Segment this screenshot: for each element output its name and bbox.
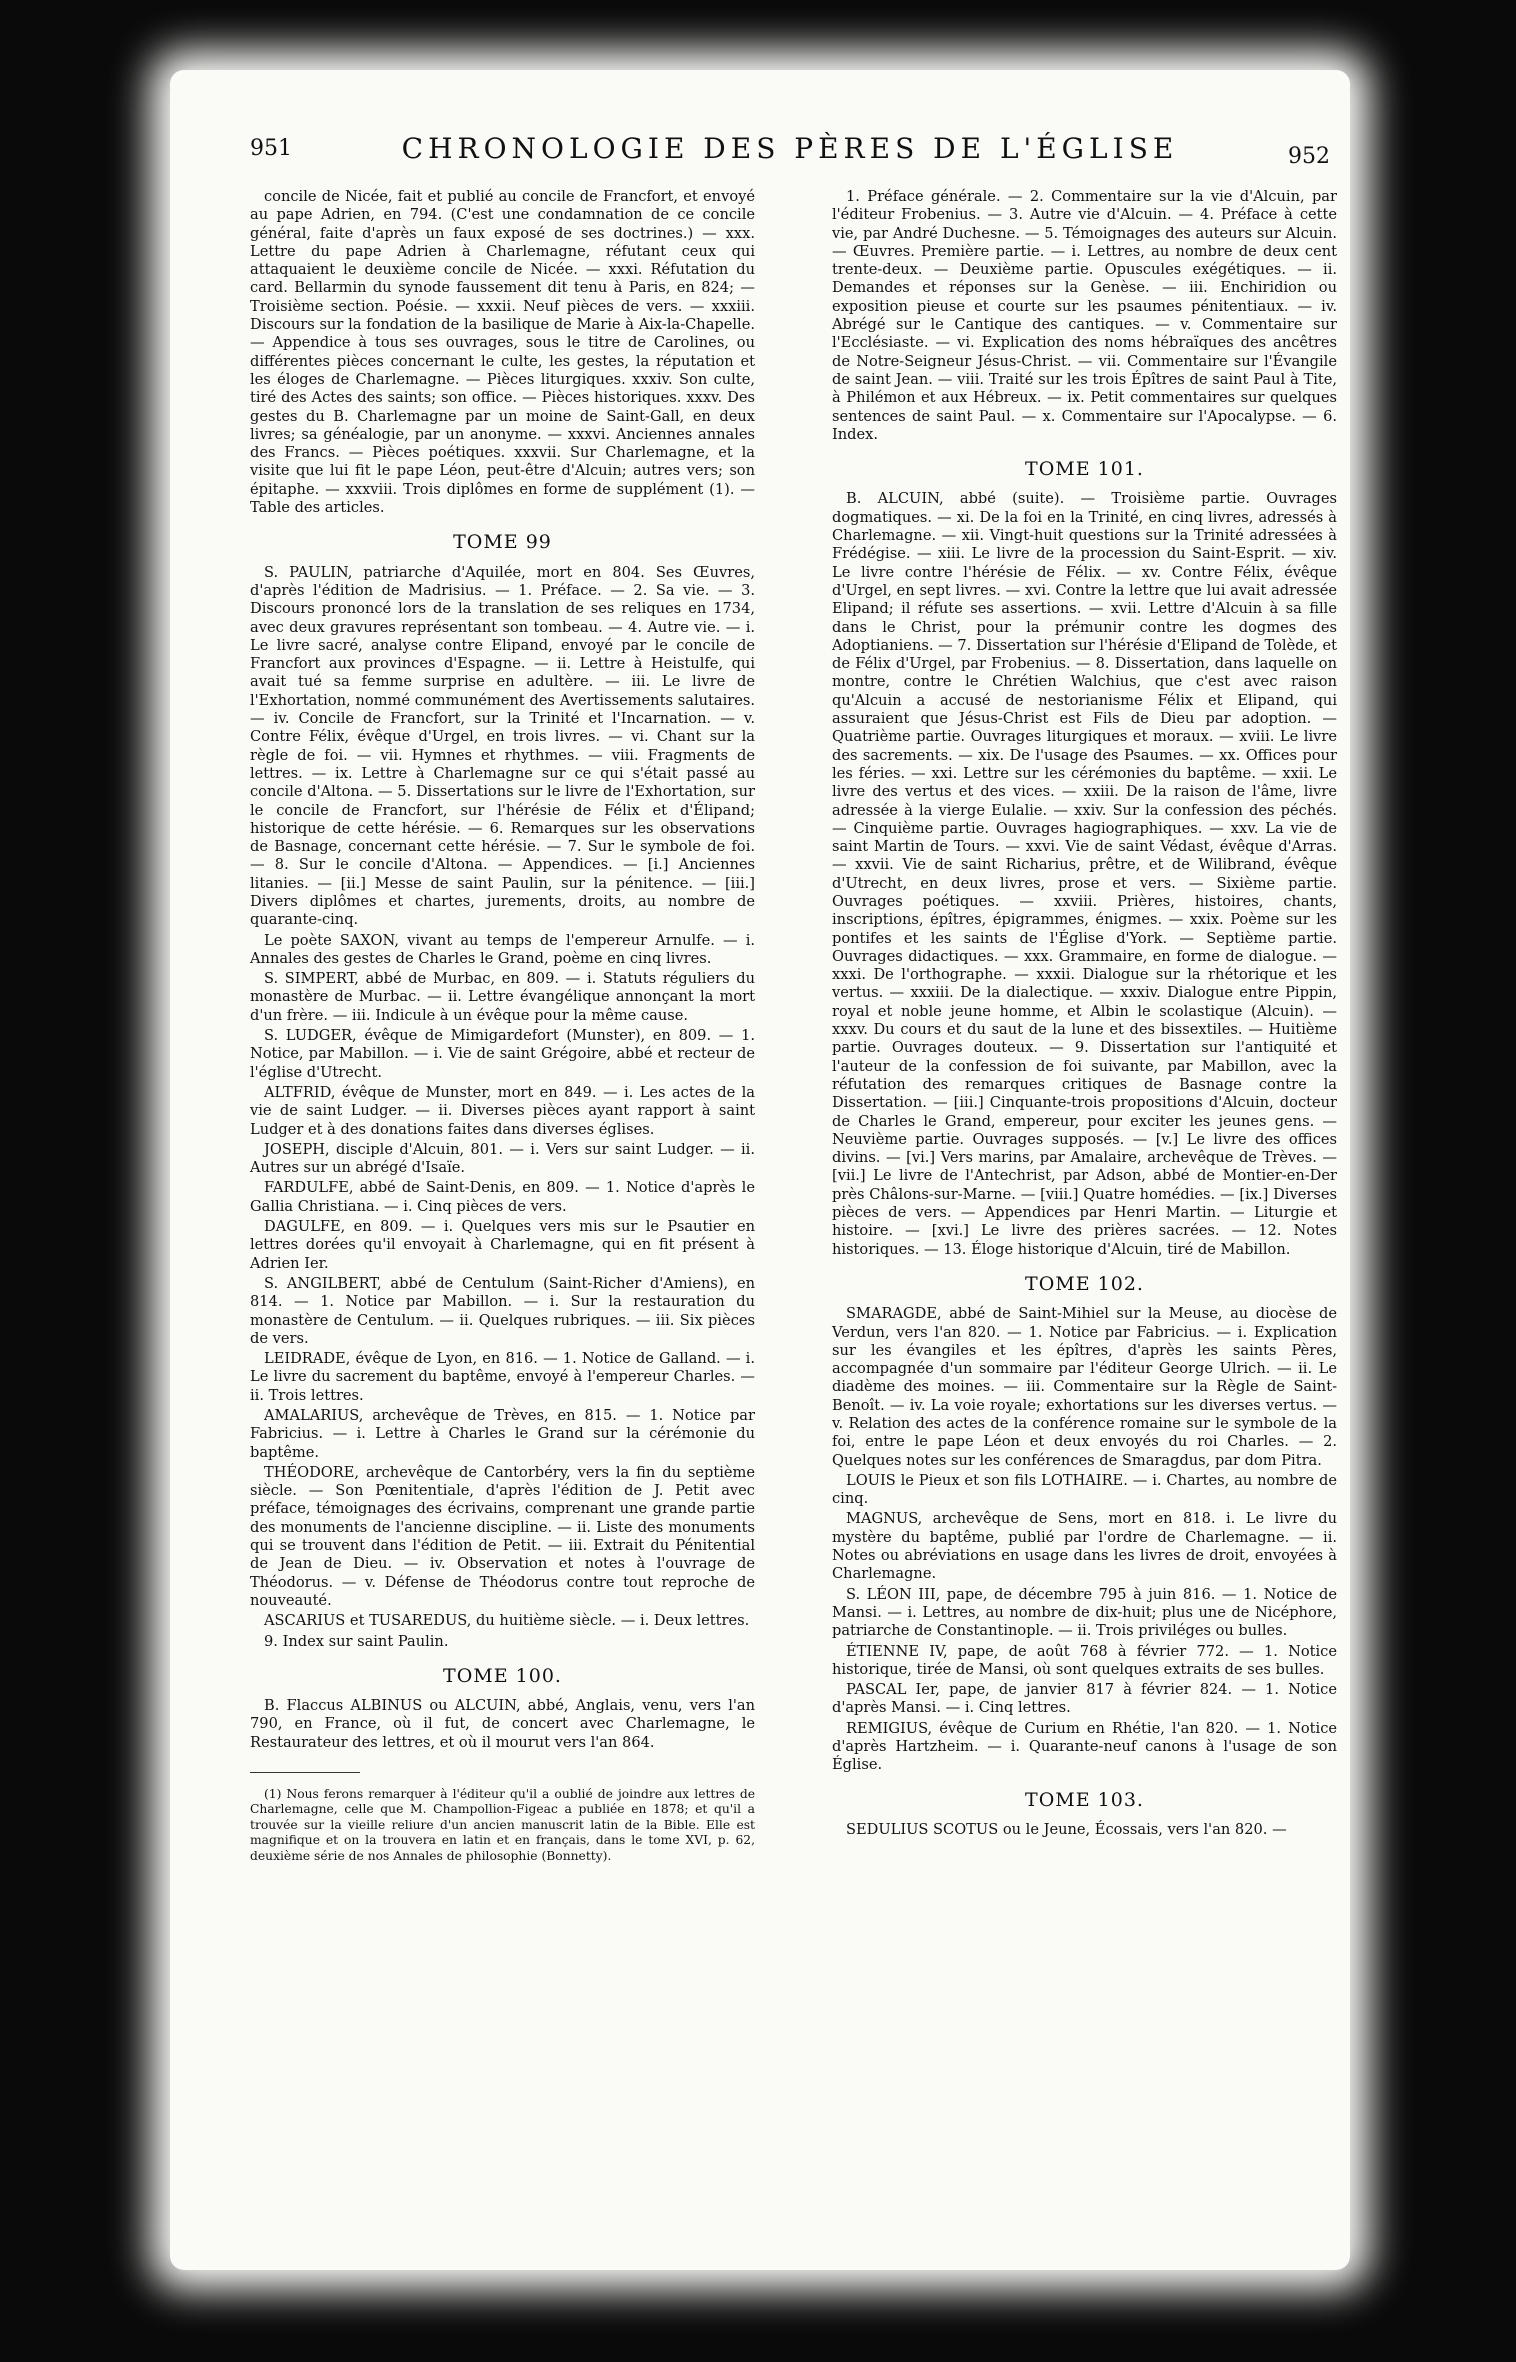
footnote-rule <box>250 1772 360 1773</box>
right-column <box>832 188 1337 1841</box>
entry: 9. Index sur saint Paulin. <box>264 1632 449 1650</box>
paragraph: concile de Nicée, fait et publié au concile de Francfort, et envoyé au pape Adrien, en 794. (C'est une condamnation de ce concile général, faite d'après un faux exposé de ses doctrines.) — xxx. Lettre du pape Adrien à Charlemagne, réfutant ceux qui attaquaient le deuxième concile de Nicée. — xxxi. Réfutation du card. Bellarmin du synode faussement dit tenu à Paris, en 824; — Troisième section. Poésie. — xxxii. Neuf pièces de vers. — xxxiii. Discours sur la fondation de la basilique de Marie à Aix-la-Chapelle. — Appendice à tous ses ouvrages, sous le titre de Carolines, ou différentes pièces concernant le culte, les gestes, la réputation et les éloges de Charlemagne. — Pièces liturgiques. xxxiv. Son culte, tiré des Actes des saints; son office. — Pièces historiques. xxxv. Des gestes du B. Charlemagne par un moine de Saint-Gall, en deux livres; sa généalogie, par un anonyme. — xxxvi. Anciennes annales des Francs. — Pièces poétiques. xxxvii. Sur Charlemagne, et la visite que lui fit le pape Léon, peut-être d'Alcuin; autres vers; son épitaphe. — xxxviii. Trois diplômes en forme de supplément (1). — Table des articles. <box>250 188 755 517</box>
entry: S. SIMPERT, abbé de Murbac, en 809. — i. Statuts réguliers du monastère de Murbac. — ii. Lettre évangélique annonçant la mort d'un frère. — iii. Indicule à un évêque pour la même cause. <box>250 970 755 1024</box>
tome-heading: TOME 99 <box>453 531 552 554</box>
entry: ASCARIUS et TUSAREDUS, du huitième siècle. — i. Deux lettres. <box>264 1612 750 1630</box>
entry: MAGNUS, archevêque de Sens, mort en 818. i. Le livre du mystère du baptême, publié par l'ordre de Charlemagne. — ii. Notes ou abréviations en usage dans les livres de droit, envoyées à Charlemagne. <box>832 1510 1337 1583</box>
entry: LEIDRADE, évêque de Lyon, en 816. — 1. Notice de Galland. — i. Le livre du sacrement du baptême, envoyé à l'empereur Charles. — ii. Trois lettres. <box>250 1350 755 1404</box>
entry: LOUIS le Pieux et son fils LOTHAIRE. — i. Chartes, au nombre de cinq. <box>832 1471 1337 1508</box>
entry: PASCAL Ier, pape, de janvier 817 à février 824. — 1. Notice d'après Mansi. — i. Cinq lettres. <box>832 1681 1337 1717</box>
entry: SEDULIUS SCOTUS ou le Jeune, Écossais, vers l'an 820. — <box>846 1820 1287 1838</box>
entry: ALTFRID, évêque de Munster, mort en 849. — i. Les actes de la vie de saint Ludger. — ii. Diverses pièces ayant rapport à saint Ludger et à des donations faites dans diverses églises. <box>250 1083 755 1138</box>
entry: B. Flaccus ALBINUS ou ALCUIN, abbé, Anglais, venu, vers l'an 790, en France, où il fut, de concert avec Charlemagne, le Restaurateur des lettres, et où il mourut vers l'an 864. <box>250 1697 755 1751</box>
entry: S. LÉON III, pape, de décembre 795 à juin 816. — 1. Notice de Mansi. — i. Lettres, au nombre de dix-huit; plus une de Nicéphore, patriarche de Constantinople. — ii. Trois priviléges ou bulles. <box>832 1585 1337 1640</box>
page-header <box>250 132 1330 172</box>
entry: THÉODORE, archevêque de Cantorbéry, vers la fin du septième siècle. — Son Pœnitentiale, d'après l'édition de J. Petit avec préface, témoignages des écrivains, comprenant une grande partie des monuments de l'ancienne discipline. — ii. Liste des monuments qui se trouvent dans l'édition de Petit. — iii. Extrait du Pénitential de Jean de Dieu. — iv. Observation et notes à l'ouvrage de Théodorus. — v. Défense de Théodorus contre tout reproche de nouveauté. <box>250 1463 755 1609</box>
entry: S. PAULIN, patriarche d'Aquilée, mort en 804. Ses Œuvres, d'après l'édition de Madrisius. — 1. Préface. — 2. Sa vie. — 3. Discours prononcé lors de la translation de ses reliques en 1734, avec deux gravures représentant son tombeau. — 4. Autre vie. — i. Le livre sacré, analyse contre Elipand, envoyé par le concile de Francfort aux provinces d'Espagne. — ii. Lettre à Heistulfe, qui avait tué sa femme surprise en adultère. — iii. Le livre de l'Exhortation, nommé communément des Avertissements salutaires. — iv. Concile de Francfort, sur la Trinité et l'Incarnation. — v. Contre Félix, évêque d'Urgel, en trois livres. — vi. Chant sur la règle de foi. — vii. Hymnes et rhythmes. — viii. Fragments de lettres. — ix. Lettre à Charlemagne sur ce qui s'était passé au concile d'Altona. — 5. Dissertations sur le livre de l'Exhortation, sur le concile de Francfort, sur l'hérésie de Félix et d'Élipand; historique de cette hérésie. — 6. Remarques sur les observations de Basnage, concernant cette hérésie. — 7. Sur le symbole de foi. — 8. Sur le concile d'Altona. — Appendices. — [i.] Anciennes litanies. — [ii.] Messe de saint Paulin, sur la pénitence. — [iii.] Divers diplômes et chartes, jurements, droits, au nombre de quarante-cinq. <box>250 563 755 929</box>
entry: B. ALCUIN, abbé (suite). — Troisième partie. Ouvrages dogmatiques. — xi. De la foi en la Trinité, en cinq livres, adressés à Charlemagne. — xii. Vingt-huit questions sur la Trinité adressées à Frédégise. — xiii. Le livre de la procession du Saint-Esprit. — xiv. Le livre contre l'hérésie de Félix. — xv. Contre Félix, évêque d'Urgel, en sept livres. — xvi. Contre la lettre que lui avait adressée Elipand; il réfute ses assertions. — xvii. Lettre d'Alcuin à sa fille dans le Christ, pour la prémunir contre les dogmes des Adoptianiens. — 7. Dissertation sur l'hérésie d'Elipand de Tolède, et de Félix d'Urgel, par Frobenius. — 8. Dissertation, dans laquelle on montre, contre le Chrétien Walchius, que c'est avec raison qu'Alcuin a accusé de nestorianisme Félix et Elipand, qui assuraient que Jésus-Christ est Fils de Dieu par adoption. — Quatrième partie. Ouvrages liturgiques et moraux. — xviii. Le livre des sacrements. — xix. De l'usage des Psaumes. — xx. Offices pour les féries. — xxi. Lettre sur les cérémonies du baptême. — xxii. Le livre des vertus et des vices. — xxiii. De la raison de l'âme, livre adressée à la vierge Eulalie. — xxiv. Sur la confession des péchés. — Cinquième partie. Ouvrages hagiographiques. — xxv. La vie de saint Martin de Tours. — xxvi. Vie de saint Védast, évêque d'Arras. — xxvii. Vie de saint Richarius, prêtre, et de Wilibrand, évêque d'Utrecht, en deux livres, prose et vers. — Sixième partie. Ouvrages poétiques. — xxviii. Prières, histoires, chants, inscriptions, épîtres, épigrammes, énigmes. — xxix. Poème sur les pontifes et les saints de l'Église d'York. — Septième partie. Ouvrages didactiques. — xxx. Grammaire, en forme de dialogue. — xxxi. De l'orthographe. — xxxii. Dialogue sur la rhétorique et les vertus. — xxxiii. De la dialectique. — xxxiv. Dialogue entre Pippin, royal et noble jeune homme, et Albin le scolastique (Alcuin). — xxxv. Du cours et du saut de la lune et des bissextiles. — Huitième partie. Ouvrages douteux. — 9. Dissertation sur l'antiquité et l'auteur de la confession de foi suivante, par Mabillon, avec la réfutation des remarques critiques de Basnage contre la Dissertation. — [iii.] Cinquante-trois propositions d'Alcuin, docteur de Charles le Grand, empereur, pour exciter les jeunes gens. — Neuvième partie. Ouvrages supposés. — [v.] Le livre des offices divins. — [vi.] Vers marins, par Amalaire, archevêque de Trèves. — [vii.] Le livre de l'Antechrist, par Adson, abbé de Montier-en-Der près Châlons-sur-Marne. — [viii.] Quatre homédies. — [ix.] Diverses pièces de vers. — Appendices par Henri Martin. — Liturgie et histoire. — [xvi.] Le livre des prières sacrées. — 12. Notes historiques. — 13. Éloge historique d'Alcuin, tiré de Mabillon. <box>832 490 1337 1258</box>
left-column <box>250 188 755 1866</box>
running-title: CHRONOLOGIE DES PÈRES DE L'ÉGLISE <box>401 132 1179 165</box>
tome-heading: TOME 100. <box>443 1664 562 1687</box>
entry: AMALARIUS, archevêque de Trèves, en 815. — 1. Notice par Fabricius. — i. Lettre à Charles le Grand sur la cérémonie du baptême. <box>250 1407 755 1461</box>
tome-heading: TOME 103. <box>1025 1788 1144 1811</box>
paragraph: 1. Préface générale. — 2. Commentaire sur la vie d'Alcuin, par l'éditeur Frobenius. — 3. Autre vie d'Alcuin. — 4. Préface à cette vie, par André Duchesne. — 5. Témoignages des auteurs sur Alcuin. — Œuvres. Première partie. — i. Lettres, au nombre de deux cent trente-deux. — Deuxième partie. Opuscules exégétiques. — ii. Demandes et réponses sur la Genèse. — iii. Enchiridion ou exposition pieuse et courte sur les psaumes pénitentiaux. — iv. Abrégé sur le Cantique des cantiques. — v. Commentaire sur l'Ecclésiaste. — vi. Explication des noms hébraïques des ancêtres de Notre-Seigneur Jésus-Christ. — vii. Commentaire sur l'Évangile de saint Jean. — viii. Traité sur les trois Épîtres de saint Paul à Tite, à Philémon et aux Hébreux. — ix. Petit commentaires sur quelques sentences de saint Paul. — x. Commentaire sur l'Apocalypse. — 6. Index. <box>832 188 1337 443</box>
entry: JOSEPH, disciple d'Alcuin, 801. — i. Vers sur saint Ludger. — ii. Autres sur un abrégé d'Isaïe. <box>250 1140 755 1177</box>
page-number-right: 952 <box>1288 144 1330 169</box>
entry: REMIGIUS, évêque de Curium en Rhétie, l'an 820. — 1. Notice d'après Hartzheim. — i. Quarante-neuf canons à l'usage de son Église. <box>832 1719 1337 1774</box>
tome-heading: TOME 102. <box>1025 1272 1144 1295</box>
entry: DAGULFE, en 809. — i. Quelques vers mis sur le Psautier en lettres dorées qu'il envoyait à Charlemagne, qui en fit présent à Adrien Ier. <box>250 1218 755 1272</box>
tome-heading: TOME 101. <box>1025 458 1144 481</box>
page-number-left: 951 <box>250 136 292 161</box>
entry: SMARAGDE, abbé de Saint-Mihiel sur la Meuse, au diocèse de Verdun, vers l'an 820. — 1. Notice par Fabricius. — i. Explication sur les évangiles et les épîtres, d'après les saints Pères, accompagnée d'un sommaire par l'éditeur George Ulrich. — ii. Le diadème des moines. — iii. Commentaire sur la Règle de Saint-Benoît. — iv. La voie royale; exhortations sur les diverses vertus. — v. Relation des actes de la conférence romaine sur le symbole de la foi, entre le pape Léon et deux envoyés du roi Charles. — 2. Quelques notes sur les conférences de Smaragdus, par dom Pitra. <box>832 1305 1337 1469</box>
entry: FARDULFE, abbé de Saint-Denis, en 809. — 1. Notice d'après le Gallia Christiana. — i. Cinq pièces de vers. <box>250 1179 755 1215</box>
entry: ÉTIENNE IV, pape, de août 768 à février 772. — 1. Notice historique, tirée de Mansi, où sont quelques extraits de ses bulles. <box>832 1642 1337 1678</box>
entry: S. ANGILBERT, abbé de Centulum (Saint-Richer d'Amiens), en 814. — 1. Notice par Mabillon. — i. Sur la restauration du monastère de Centulum. — ii. Quelques rubriques. — iii. Six pièces de vers. <box>250 1274 755 1347</box>
footnote: (1) Nous ferons remarquer à l'éditeur qu'il a oublié de joindre aux lettres de Charlemagne, celle que M. Champollion-Figeac a publiée en 1878; et qu'il a trouvée sur la vieille reliure d'un ancien manuscrit latin de la Bible. Elle est magnifique et on la trouvera en latin et en français, dans le tome XVI, p. 62, deuxième série de nos Annales de philosophie (Bonnetty). <box>250 1787 755 1863</box>
entry: Le poète SAXON, vivant au temps de l'empereur Arnulfe. — i. Annales des gestes de Charles le Grand, poème en cinq livres. <box>250 931 755 967</box>
entry: S. LUDGER, évêque de Mimigardefort (Munster), en 809. — 1. Notice, par Mabillon. — i. Vie de saint Grégoire, abbé et recteur de l'église d'Utrecht. <box>250 1027 755 1081</box>
